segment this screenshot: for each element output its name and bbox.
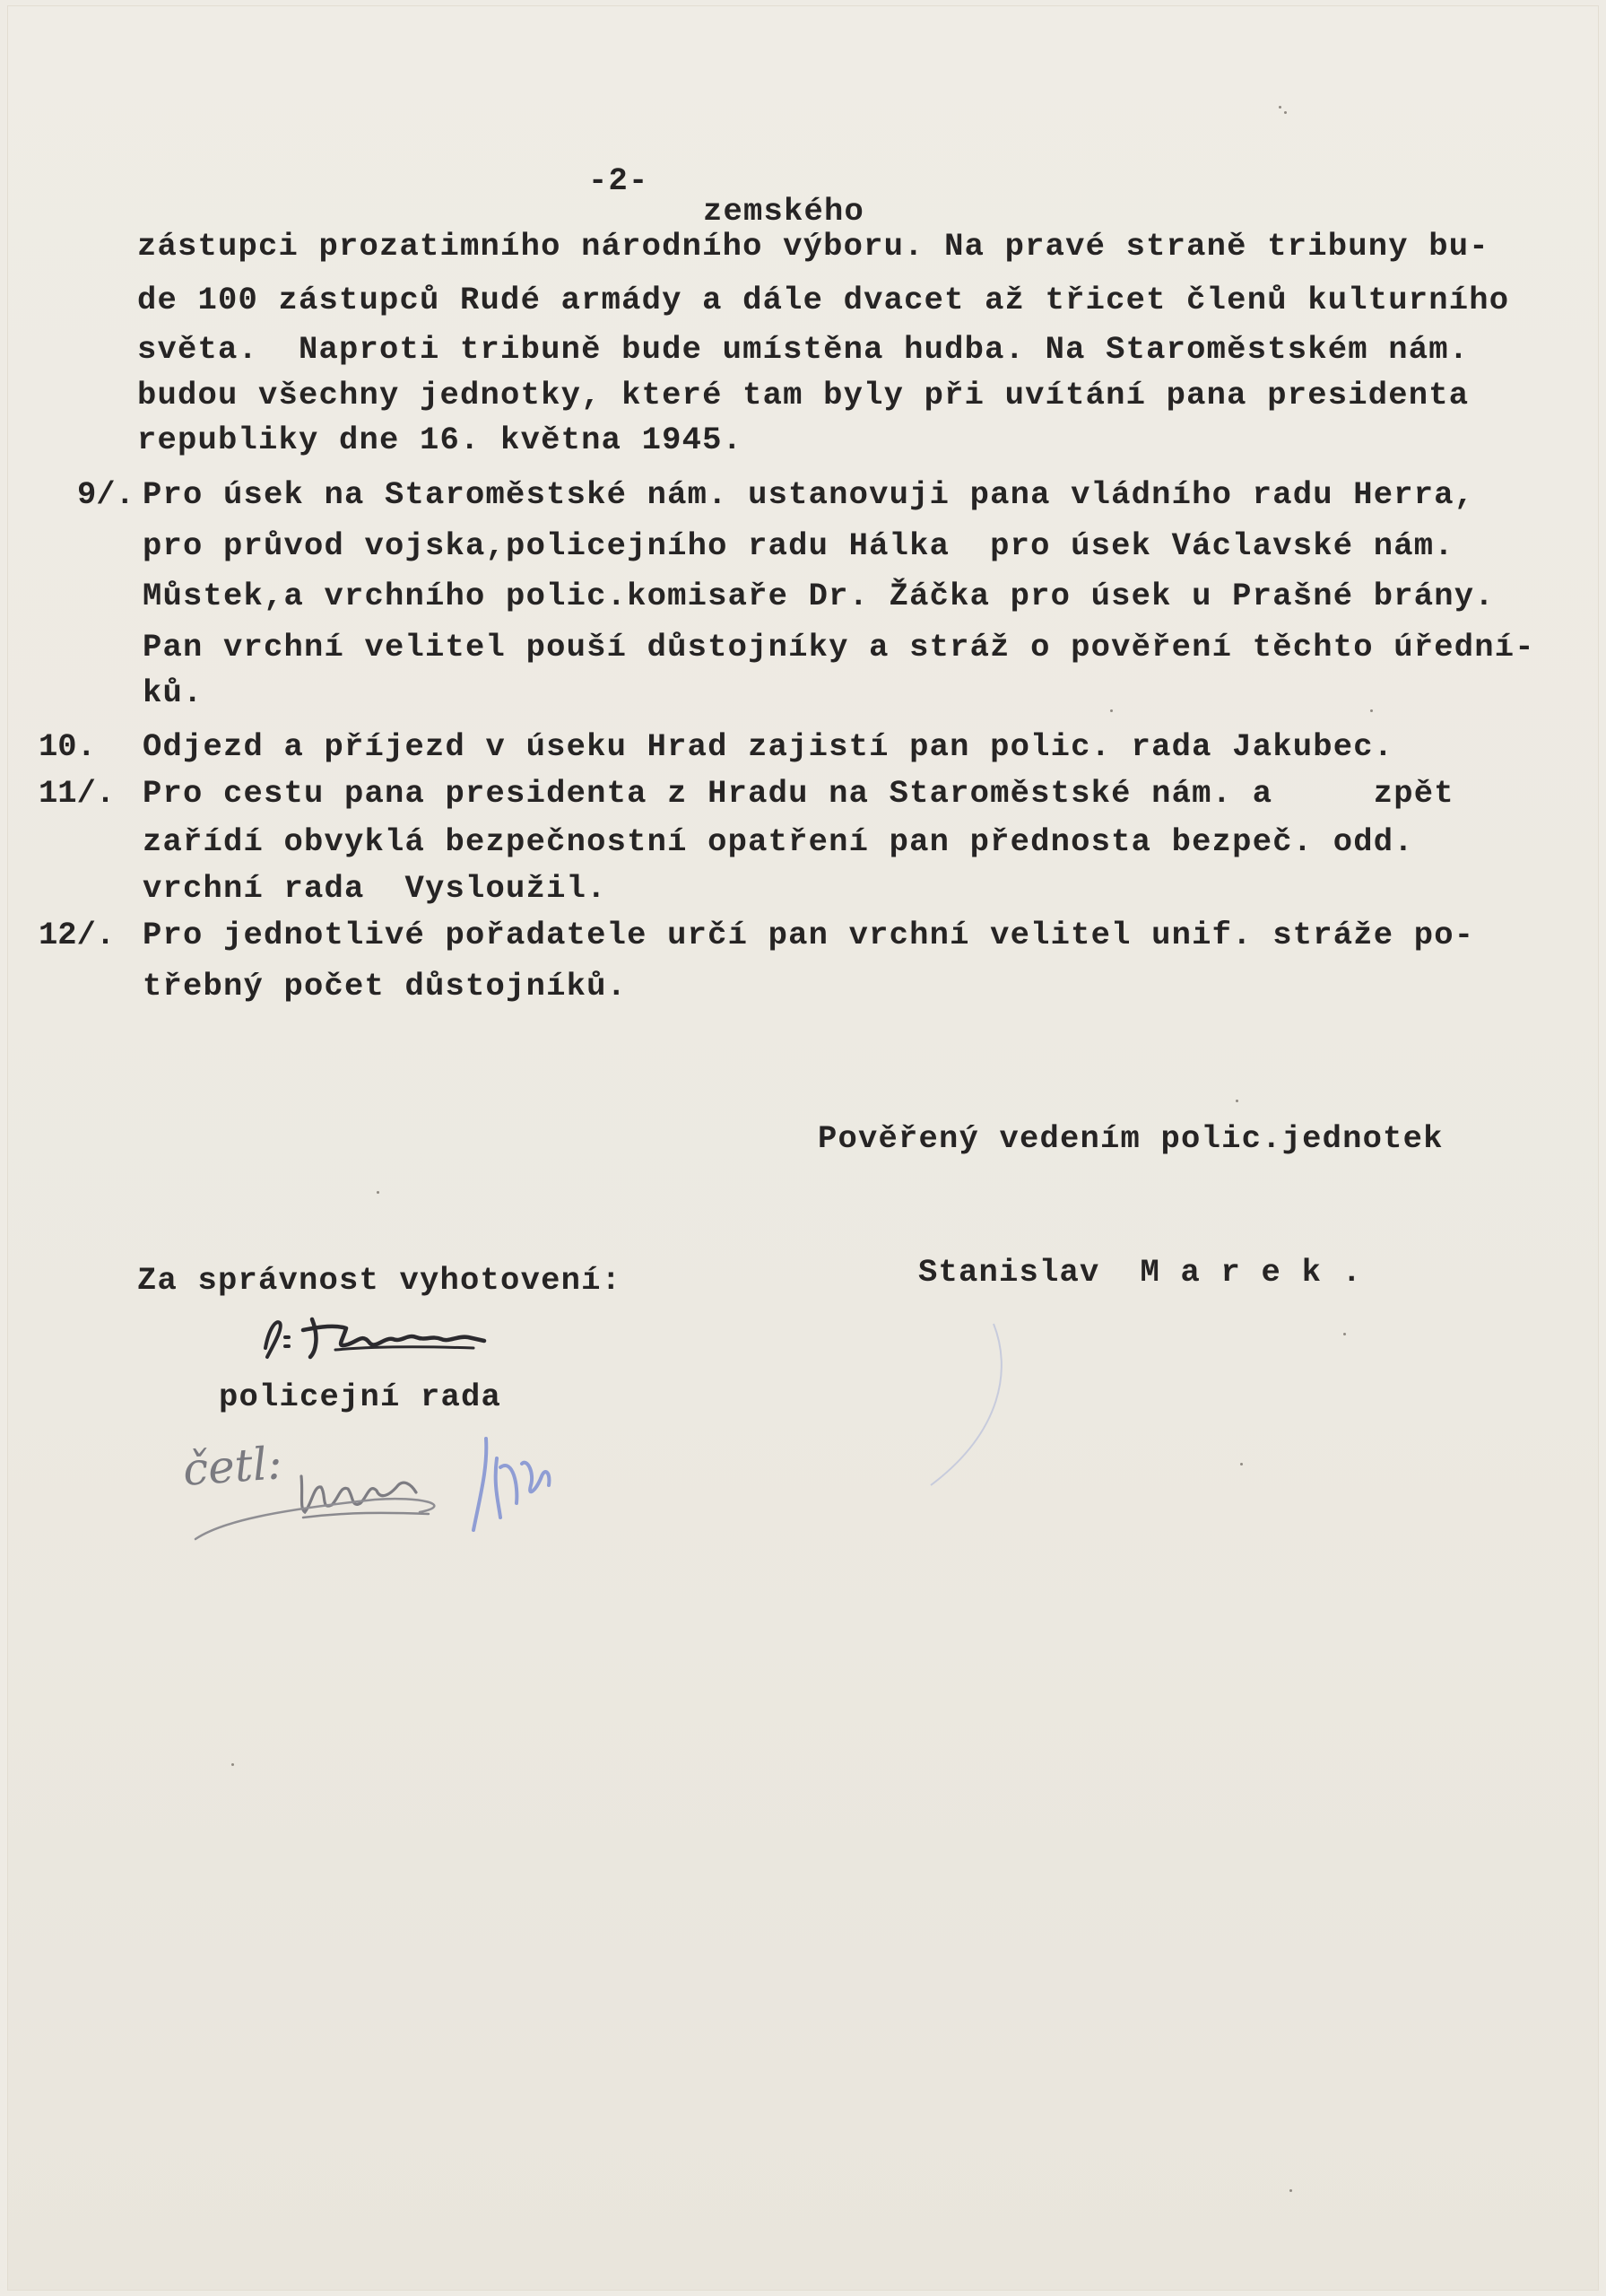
document-page xyxy=(7,5,1599,2291)
paper-speck xyxy=(231,1763,234,1766)
paper-speck xyxy=(1240,1463,1243,1465)
text-line: ků. xyxy=(143,674,204,711)
paper-speck xyxy=(1343,1333,1346,1335)
certification-label: Za správnost vyhotovení: xyxy=(137,1262,622,1299)
faint-stamp-arc xyxy=(895,1315,1020,1512)
item-number: 10. xyxy=(39,728,96,765)
text-line: pro průvod vojska,policejního radu Hálka pro úsek Václavské nám. xyxy=(143,527,1454,564)
text-line: světa. Naproti tribuně bude umístěna hudba. Na Staroměstském nám. xyxy=(137,331,1470,368)
text-line: Pro jednotlivé pořadatele určí pan vrchní velitel unif. stráže po- xyxy=(143,917,1475,953)
header-insert: zemského xyxy=(703,193,865,230)
text-line: de 100 zástupců Rudé armády a dále dvacet až třicet členů kulturního xyxy=(137,282,1510,318)
item-number: 9/. xyxy=(77,476,135,513)
text-line: Pan vrchní velitel pouší důstojníky a stráž o pověření těchto úřední- xyxy=(143,629,1535,665)
blue-pen-initials xyxy=(464,1431,572,1557)
text-line: zařídí obvyklá bezpečnostní opatření pan přednosta bezpeč. odd. xyxy=(143,823,1414,860)
text-line: zástupci prozatimního národního výboru. Na pravé straně tribuny bu- xyxy=(137,228,1489,265)
paper-speck xyxy=(1370,709,1373,712)
paper-speck xyxy=(1236,1100,1238,1102)
text-line: budou všechny jednotky, které tam byly při uvítání pana presidenta xyxy=(137,377,1470,413)
paper-speck xyxy=(1110,709,1113,712)
paper-speck xyxy=(1289,2189,1292,2192)
text-line: vrchní rada Vysloužil. xyxy=(143,870,607,907)
text-line: Odjezd a příjezd v úseku Hrad zajistí pan polic. rada Jakubec. xyxy=(143,728,1394,765)
paper-speck xyxy=(1279,106,1281,109)
text-line: republiky dne 16. května 1945. xyxy=(137,422,743,458)
text-line: Můstek,a vrchního polic.komisaře Dr. Žáčka pro úsek u Prašné brány. xyxy=(143,578,1495,614)
text-line: Pro úsek na Staroměstské nám. ustanovuji pana vládního radu Herra, xyxy=(143,476,1475,513)
handwritten-note xyxy=(169,1437,635,1566)
paper-speck xyxy=(377,1191,379,1194)
page-number: -2- xyxy=(588,162,649,199)
paper-speck xyxy=(1284,111,1287,114)
handwritten-note-text: četl: xyxy=(181,1437,284,1496)
signatory-name: Stanislav M a r e k . xyxy=(918,1254,1363,1291)
signatory-role: Pověřený vedením polic.jednotek xyxy=(818,1120,1444,1157)
certification-title: policejní rada xyxy=(219,1378,502,1415)
item-number: 12/. xyxy=(39,917,116,953)
text-line: Pro cestu pana presidenta z Hradu na Staroměstské nám. a zpět xyxy=(143,775,1454,812)
text-line: třebný počet důstojníků. xyxy=(143,968,628,1004)
handwritten-signature xyxy=(249,1310,518,1373)
item-number: 11/. xyxy=(39,775,116,812)
